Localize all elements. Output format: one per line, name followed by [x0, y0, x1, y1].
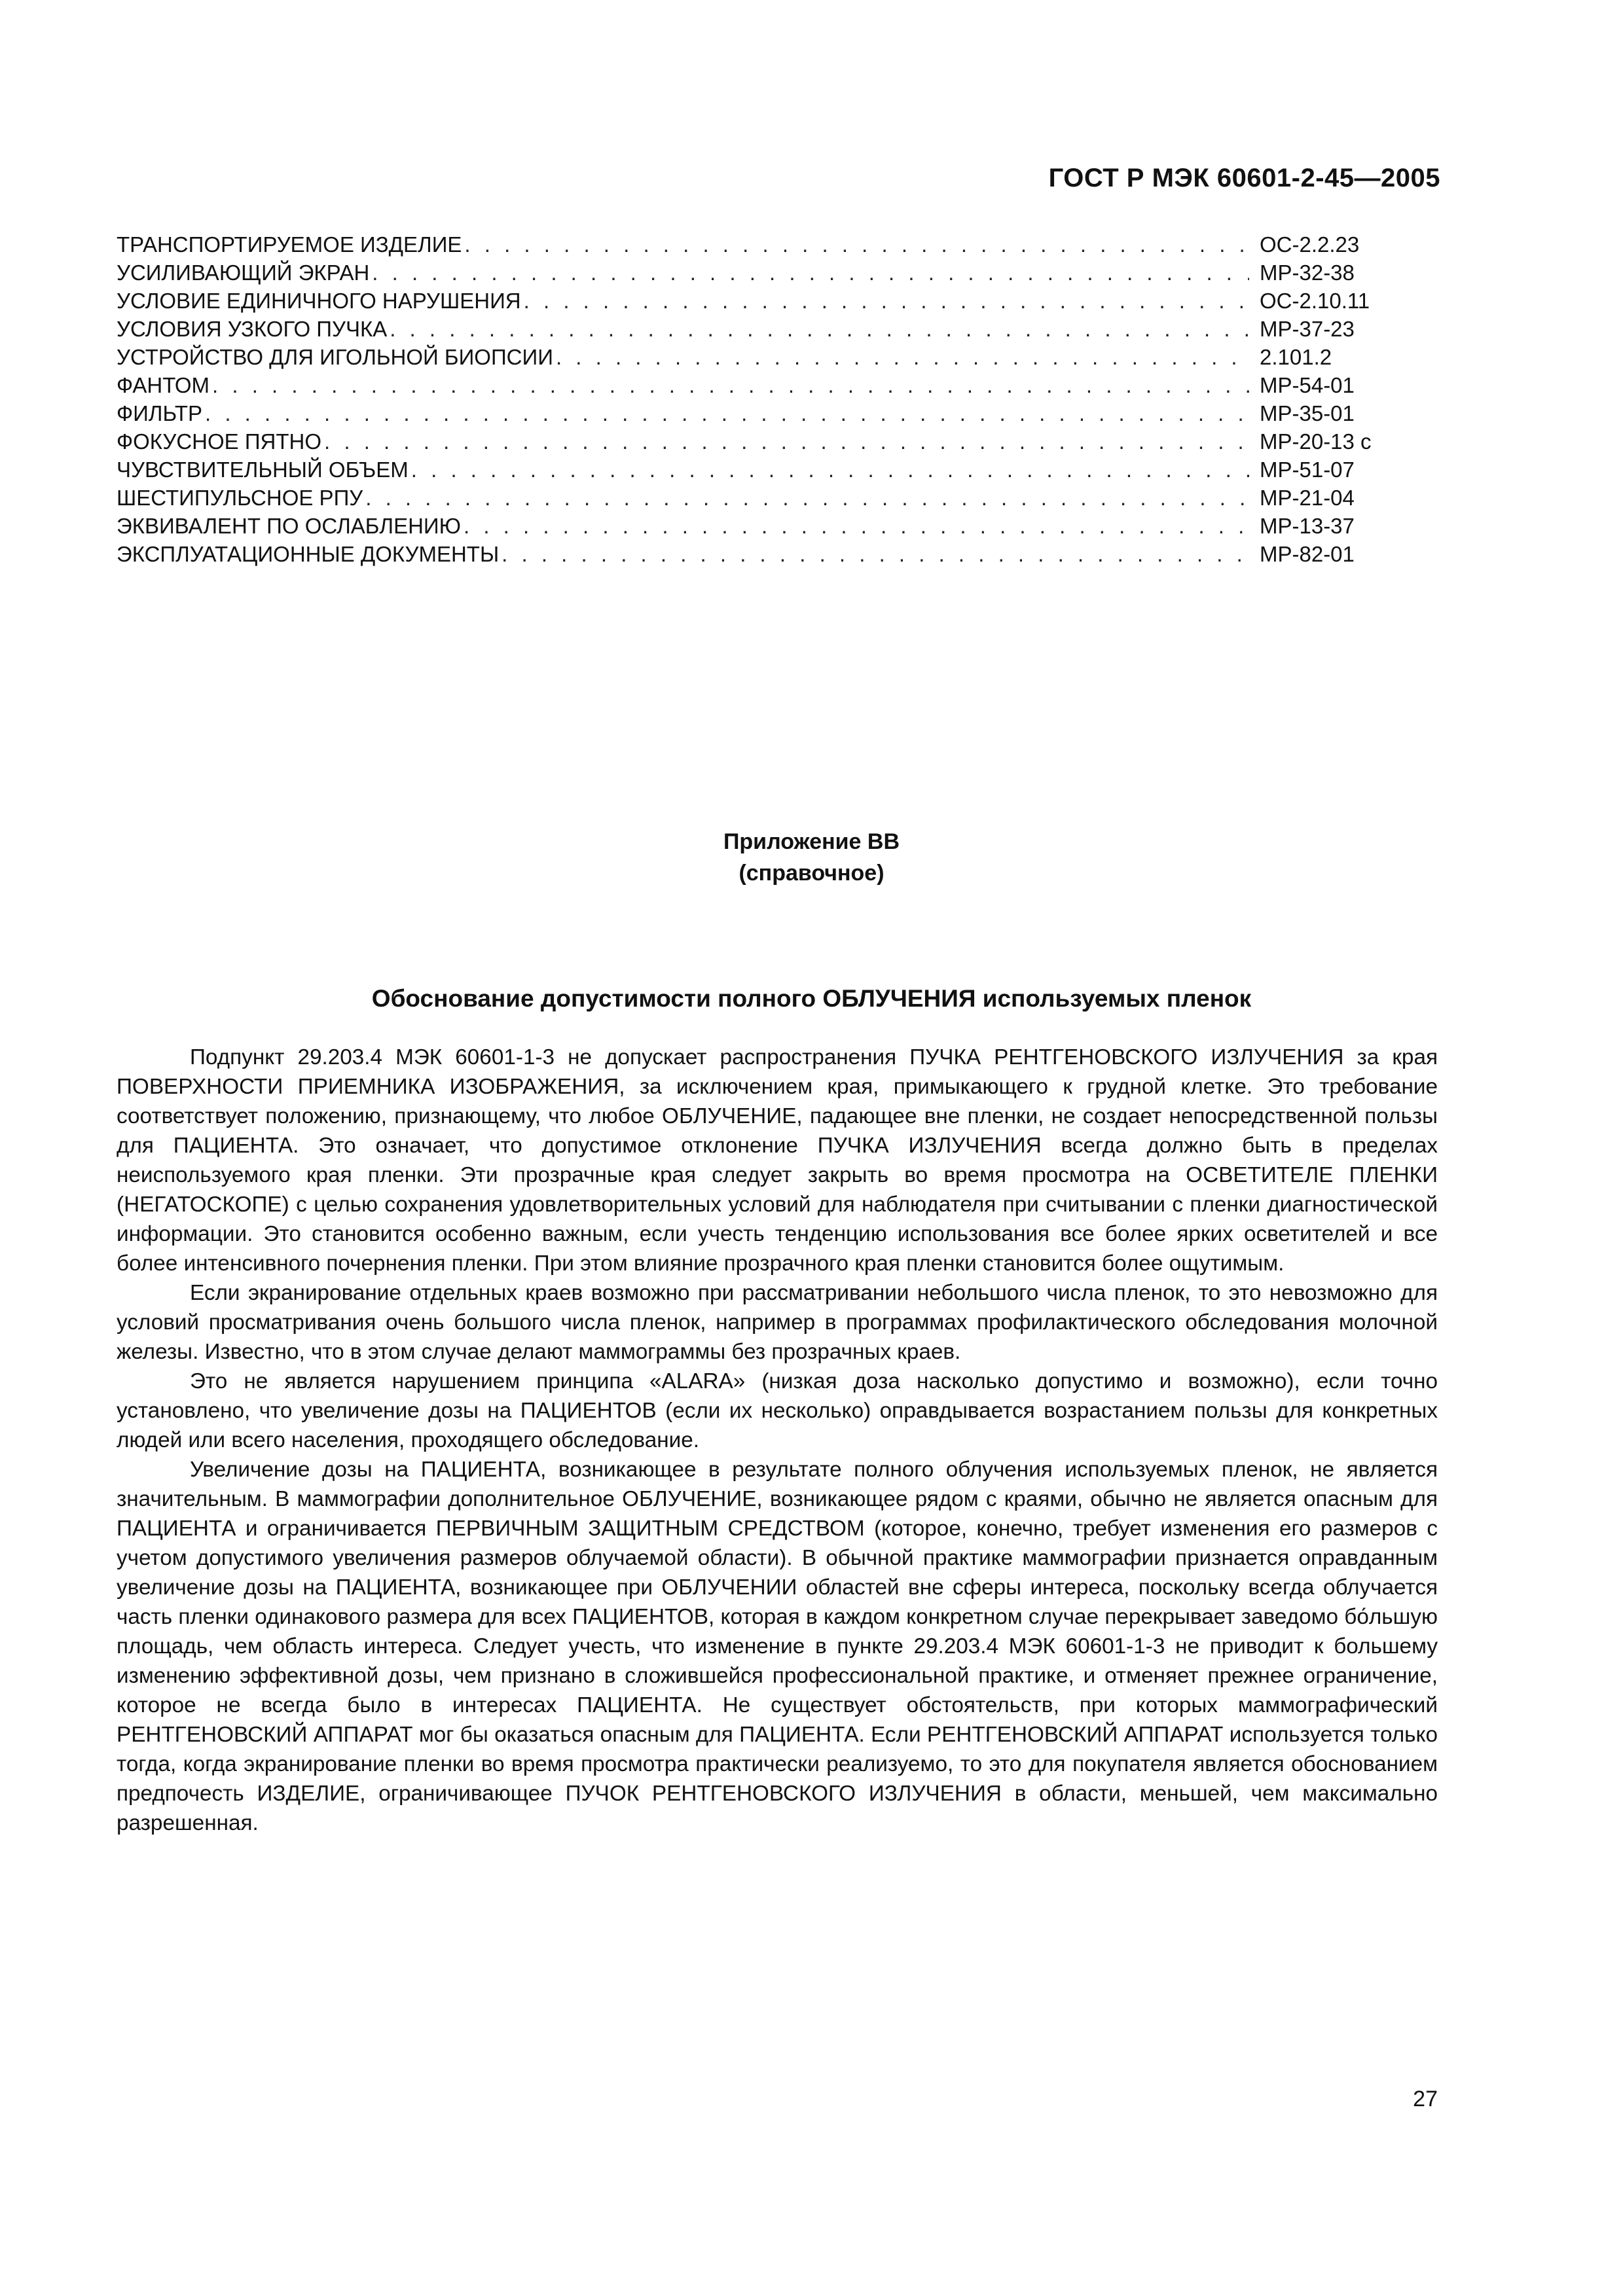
index-ref: МР-13-37 [1260, 514, 1355, 538]
index-row [117, 230, 1400, 259]
paragraph: Увеличение дозы на ПАЦИЕНТА, возникающее в результате полного облучения используемых пленок, не является значительным. В маммографии дополнительное ОБЛУЧЕНИЕ, возникающее рядом с краями, обычно не является опасным для ПАЦИЕНТА и ограничивается ПЕРВИЧНЫМ ЗАЩИТНЫМ СРЕДСТВОМ (которое, конечно, требует изменения его размеров с учетом допустимого увеличения размеров облучаемой области). В обычной практике маммографии признается оправданным увеличение дозы на ПАЦИЕНТА, возникающее при ОБЛУЧЕНИИ областей вне сферы интереса, поскольку всегда облучается часть пленки одинакового размера для всех ПАЦИЕНТОВ, которая в каждом конкретном случае перекрывает заведомо бо́льшую площадь, чем область интереса. Следует учесть, что изменение в пункте 29.203.4 МЭК 60601-1-3 не приводит к большему изменению эффективной дозы, чем признано в сложившейся профессиональной практике, и отменяет прежнее ограничение, которое не всегда было в интересах ПАЦИЕНТА. Не существует обстоятельств, при которых маммографический РЕНТГЕНОВСКИЙ АППАРАТ мог бы оказаться опасным для ПАЦИЕНТА. Если РЕНТГЕНОВСКИЙ АППАРАТ используется только тогда, когда экранирование пленки во время просмотра практически реализуемо, то это для покупателя является обоснованием предпочесть ИЗДЕЛИЕ, ограничивающее ПУЧОК РЕНТГЕНОВСКОГО ИЗЛУЧЕНИЯ в области, меньшей, чем максимально разрешенная. [117, 1458, 1438, 1835]
index-row [117, 427, 1400, 456]
index-term: ЭКСПЛУАТАЦИОННЫЕ ДОКУМЕНТЫ [117, 542, 500, 566]
terms-index [117, 230, 1400, 568]
paragraph: Если экранирование отдельных краев возможно при рассматривании небольшого числа пленок, то это невозможно для условий просматривания очень большого числа пленок, например в программах профилактического обследования молочной железы. Известно, что в этом случае делают маммограммы без прозрачных краев. [117, 1281, 1438, 1364]
section-heading: Обоснование допустимости полного ОБЛУЧЕНИЯ используемых пленок [371, 985, 1252, 1012]
index-row [117, 343, 1400, 371]
index-term: ФОКУСНОЕ ПЯТНО [117, 429, 322, 454]
leader-dots [365, 484, 1249, 512]
index-term: УСИЛИВАЮЩИЙ ЭКРАН [117, 260, 370, 285]
index-ref: ОС-2.10.11 [1260, 289, 1370, 313]
page-number: 27 [1413, 2087, 1438, 2111]
leader-dots [501, 540, 1249, 568]
section-body [117, 1043, 1438, 1838]
index-ref: МР-35-01 [1260, 401, 1355, 425]
index-row [117, 484, 1400, 512]
index-term: ЭКВИВАЛЕНТ ПО ОСЛАБЛЕНИЮ [117, 514, 461, 538]
index-term: УСТРОЙСТВО ДЛЯ ИГОЛЬНОЙ БИОПСИИ [117, 345, 553, 369]
standard-code: ГОСТ Р МЭК 60601-2-45—2005 [1048, 164, 1440, 192]
index-term: УСЛОВИЯ УЗКОГО ПУЧКА [117, 317, 388, 341]
leader-dots [372, 259, 1249, 287]
leader-dots [556, 343, 1249, 371]
leader-dots [212, 371, 1249, 399]
leader-dots [464, 512, 1249, 540]
index-term: ФИЛЬТР [117, 401, 202, 425]
index-row [117, 287, 1400, 315]
index-ref: МР-21-04 [1260, 486, 1355, 510]
index-row [117, 315, 1400, 343]
paragraph: Это не является нарушением принципа «ALARA» (низкая доза насколько допустимо и возможно), если точно установлено, что увеличение дозы на ПАЦИЕНТОВ (если их несколько) оправдывается возрастанием пользы для конкретных людей или всего населения, проходящего обследование. [117, 1369, 1438, 1452]
index-ref: МР-37-23 [1260, 317, 1355, 341]
paragraph: Подпункт 29.203.4 МЭК 60601-1-3 не допускает распространения ПУЧКА РЕНТГЕНОВСКОГО ИЗЛУЧЕНИЯ за края ПОВЕРХНОСТИ ПРИЕМНИКА ИЗОБРАЖЕНИЯ, за исключением края, примыкающего к грудной клетке. Это требование соответствует положению, признающему, что любое ОБЛУЧЕНИЕ, падающее вне пленки, не создает непосредственной пользы для ПАЦИЕНТА. Это означает, что допустимое отклонение ПУЧКА ИЗЛУЧЕНИЯ всегда должно быть в пределах неиспользуемого края пленки. Эти прозрачные края следует закрыть во время просмотра на ОСВЕТИТЕЛЕ ПЛЕНКИ (НЕГАТОСКОПЕ) с целью сохранения удовлетворительных условий для наблюдателя при считывании с пленки диагностической информации. Это становится особенно важным, если учесть тенденцию использования все более ярких осветителей и все более интенсивного почернения пленки. При этом влияние прозрачного края пленки становится более ощутимым. [117, 1045, 1438, 1276]
appendix-subtitle: (справочное) [739, 861, 884, 886]
index-row [117, 399, 1400, 427]
index-ref: МР-51-07 [1260, 457, 1355, 482]
leader-dots [324, 427, 1249, 456]
index-row [117, 512, 1400, 540]
index-term: ФАНТОМ [117, 373, 210, 397]
leader-dots [524, 287, 1249, 315]
index-term: ТРАНСПОРТИРУЕМОЕ ИЗДЕЛИЕ [117, 232, 462, 257]
index-term: УСЛОВИЕ ЕДИНИЧНОГО НАРУШЕНИЯ [117, 289, 521, 313]
index-term: ЧУВСТВИТЕЛЬНЫЙ ОБЪЕМ [117, 457, 409, 482]
leader-dots [411, 456, 1249, 484]
index-ref: МР-82-01 [1260, 542, 1355, 566]
index-row [117, 540, 1400, 568]
index-row [117, 371, 1400, 399]
index-ref: ОС-2.2.23 [1260, 232, 1360, 257]
index-ref: МР-32-38 [1260, 260, 1355, 285]
index-ref: МР-20-13 с [1260, 429, 1372, 454]
leader-dots [464, 230, 1249, 259]
index-term: ШЕСТИПУЛЬСНОЕ РПУ [117, 486, 363, 510]
appendix-title: Приложение ВВ [723, 829, 900, 854]
leader-dots [390, 315, 1249, 343]
appendix-title-block [0, 826, 1623, 889]
index-row [117, 259, 1400, 287]
index-row [117, 456, 1400, 484]
index-ref: 2.101.2 [1260, 345, 1332, 369]
leader-dots [205, 399, 1249, 427]
index-ref: МР-54-01 [1260, 373, 1355, 397]
